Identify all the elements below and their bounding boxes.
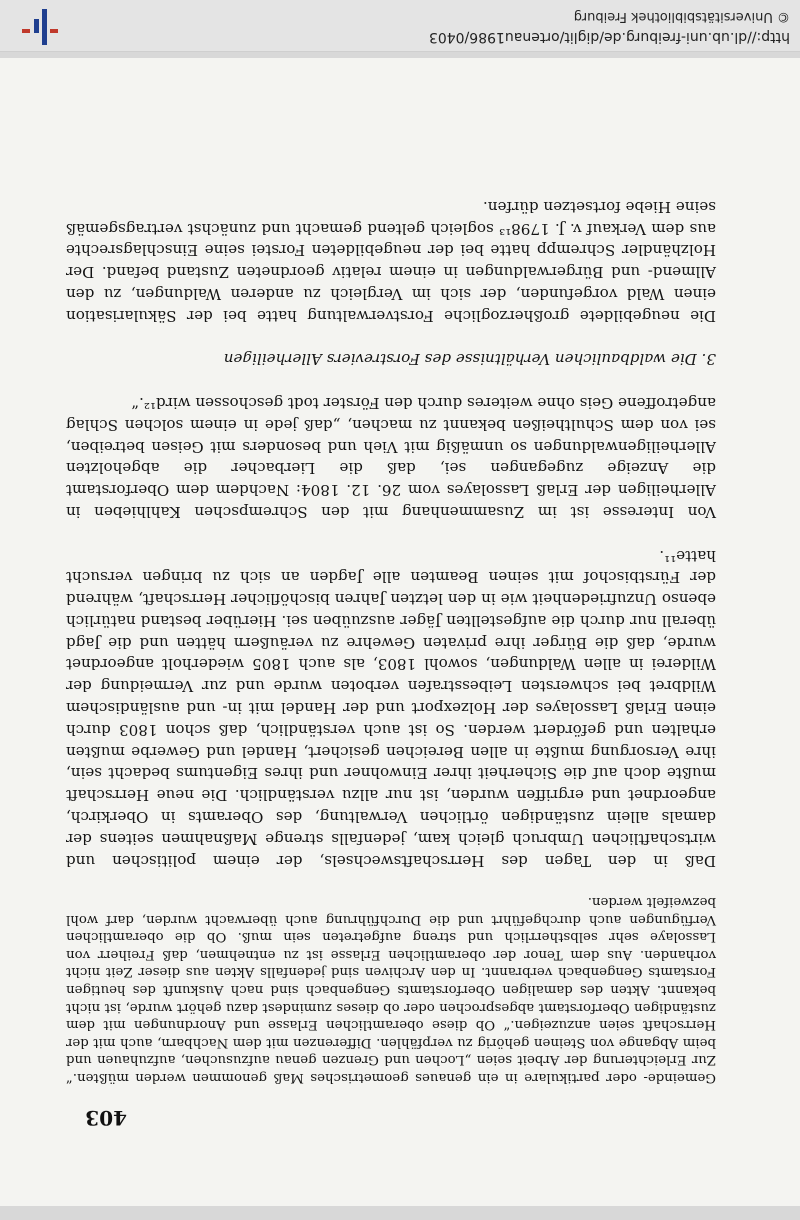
scanned-page (0, 58, 800, 1206)
page-text (66, 195, 716, 1086)
footer-copyright: © Universitätsbibliothek Freiburg (573, 9, 790, 24)
paragraph-4: Die neugebildete großherzogliche Forstverwaltung hatte bei der Säkularisation einen Wald vorgefunden, der sich im Vergleich zu anderen Waldungen, zu den Allmend- und Bürgerwaldungen in einem relativ geordneten Zustand befand. Der Holzhändler Schrempp hatte bei der neugebildeten Forstei seine Einschlagsrechte aus dem Verkauf v. J. 1798¹³ sogleich geltend gemacht und zunächst vertragsgemäß seine Hiebe fortsetzen dürfen. (66, 197, 716, 325)
paragraph-3: Von Interesse ist im Zusammenhang mit den Schrempschen Kahlhieben in Allerheiligen der Erlaß Lassolayes vom 26. 12. 1804: Nachdem dem Oberforstamt die Anzeige zugegangen sei, daß die Lierbacher die abgeholzten Allerheiligenwaldungen so unmäßig mit Vieh und besonders mit Geisen betreiben, sei von dem Schultheißen bekannt zu machen, „daß jede in einem solchen Schlag angetroffene Geis ohne weiteres durch den Förster todt geschossen wird¹².“ (66, 393, 716, 521)
library-logo-icon (18, 7, 62, 47)
paragraph-1: Gemeinde- oder partikulare in ein genaues geometrisches Maß genommen werden müßten.“ Zur Erleichterung der Arbeit seien „Lochen und Grenzen genau aufzusuchen, aufzuhauen und beim Abgange von Steinen gehörig zu verpfählen. Differenzen mit dem Nachbarn, auch mit der Herrschaft seien anzuzeigen.“ Ob diese oberamtlichen Erlasse und Anordnungen mit dem zuständigen Oberforstamt abgesprochen oder ob dieses zumindest dazu gehört wurde, ist nicht bekannt. Akten des damaligen Oberforstamts Gengenbach sind nach Auskunft des heutigen Forstamts Gengenbach verbrannt. In den Archiven sind jedenfalls Akten aus dieser Zeit nicht vorhanden. Aus dem Tenor der oberamtlichen Erlasse ist zu entnehmen, daß Freiherr von Lassolaye sehr selbstherrlich und streng aufgetreten sein muß. Ob die oberamtlichen Verfügungen auch durchgeführt und die Durchführung auch überwacht wurden, darf wohl bezweifelt werden. (66, 894, 716, 1085)
footer-url[interactable]: http://dl.ub.uni-freiburg.de/diglit/ortenau1986/0403 (428, 29, 790, 45)
footer-bar (0, 0, 800, 52)
section-heading: 3. Die waldbaulichen Verhältnisse des Forstreviers Allerheiligen (223, 350, 716, 369)
paragraph-2: Daß in den Tagen des Herrschaftswechsels, der einem politischen und wirtschaftlichen Umbruch gleich kam, jedenfalls strenge Maßnahmen seitens der damals allein zuständigen örtlichen Verwaltung, des Oberamts in Oberkirch, angeordnet und ergriffen wurden, ist nur allzu verständlich. Die neue Herrschaft mußte doch auf die Sicherheit ihrer Einwohner und ihres Eigentums bedacht sein, ihre Versorgung mußte in allen Bereichen gesichert, Handel und Gewerbe mußten erhalten und gefördert werden. So ist auch verständlich, daß schon 1803 durch einen Erlaß Lassolayes der Holzexport und der Handel mit in- und ausländischem Wildbret bei schwersten Leibesstrafen verboten wurde und zur Vermeidung der Wilderei in allen Waldungen, sowohl 1803, als auch 1805 wiederholt angeordnet wurde, daß die Bürger ihre privaten Gewehre zu veräußern hätten und die Jagd überall nur durch die aufgestellten Jäger auszuüben sei. Hierüber bestand natürlich ebenso Unzufriedenheit wie in den letzten Jahren bischöflicher Herrschaft, während der Fürstbischof mit seinen Beamten alle Jagden an sich zu bringen versucht hatte¹¹. (66, 546, 716, 870)
page-number: 403 (85, 1106, 127, 1130)
